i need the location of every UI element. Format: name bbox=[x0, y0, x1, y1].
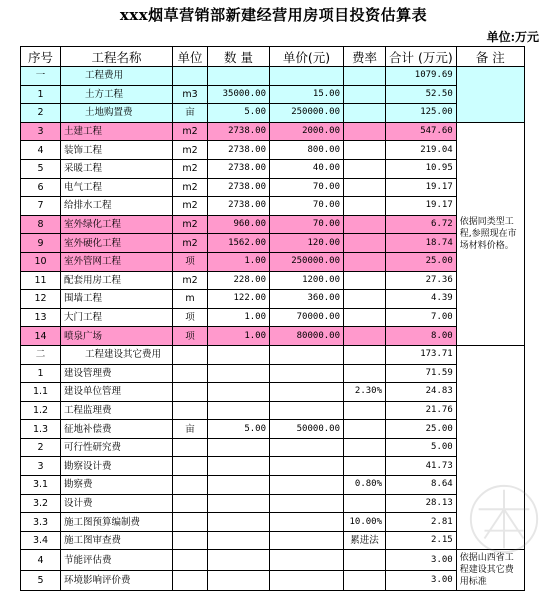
row-rate: 0.80% bbox=[344, 476, 386, 495]
row-no: 1.3 bbox=[21, 420, 61, 439]
row-total: 173.71 bbox=[386, 345, 457, 364]
row-no: 二 bbox=[21, 345, 61, 364]
row-no: 5 bbox=[21, 159, 61, 178]
row-unit: m2 bbox=[173, 122, 208, 141]
row-unit bbox=[173, 494, 208, 513]
table-row bbox=[21, 215, 525, 234]
row-total: 2.15 bbox=[386, 531, 457, 550]
row-total: 7.00 bbox=[386, 308, 457, 327]
row-no: 2 bbox=[21, 104, 61, 123]
row-rate bbox=[344, 290, 386, 309]
header-row bbox=[21, 47, 525, 67]
header-qty: 数 量 bbox=[208, 47, 270, 67]
row-name: 工程费用 bbox=[61, 67, 173, 86]
row-rate: 10.00% bbox=[344, 513, 386, 532]
table-row bbox=[21, 401, 525, 420]
table-row bbox=[21, 327, 525, 346]
row-price bbox=[270, 550, 344, 571]
row-unit bbox=[173, 476, 208, 495]
row-no: 1.2 bbox=[21, 401, 61, 420]
row-rate bbox=[344, 197, 386, 216]
row-total: 3.00 bbox=[386, 570, 457, 591]
row-total: 3.00 bbox=[386, 550, 457, 571]
row-name: 可行性研究费 bbox=[61, 438, 173, 457]
row-unit: 项 bbox=[173, 252, 208, 271]
row-price: 70000.00 bbox=[270, 308, 344, 327]
row-no: 6 bbox=[21, 178, 61, 197]
row-no: 3.3 bbox=[21, 513, 61, 532]
row-rate: 累进法 bbox=[344, 531, 386, 550]
row-price: 70.00 bbox=[270, 215, 344, 234]
row-total: 5.00 bbox=[386, 438, 457, 457]
row-unit: 亩 bbox=[173, 104, 208, 123]
row-qty: 35000.00 bbox=[208, 85, 270, 104]
row-qty: 2738.00 bbox=[208, 122, 270, 141]
row-name: 建设单位管理 bbox=[61, 383, 173, 402]
row-rate bbox=[344, 67, 386, 86]
row-price: 2000.00 bbox=[270, 122, 344, 141]
row-total: 19.17 bbox=[386, 178, 457, 197]
page-title: xxx烟草营销部新建经营用房项目投资估算表 bbox=[119, 6, 428, 24]
row-price: 120.00 bbox=[270, 234, 344, 253]
row-name: 室外绿化工程 bbox=[61, 215, 173, 234]
table-row bbox=[21, 383, 525, 402]
row-name: 节能评估费 bbox=[61, 550, 173, 571]
table-row bbox=[21, 234, 525, 253]
row-rate bbox=[344, 122, 386, 141]
row-total: 4.39 bbox=[386, 290, 457, 309]
row-price bbox=[270, 494, 344, 513]
row-total: 2.81 bbox=[386, 513, 457, 532]
row-total: 41.73 bbox=[386, 457, 457, 476]
row-rate bbox=[344, 85, 386, 104]
row-no: 4 bbox=[21, 141, 61, 160]
row-no: 10 bbox=[21, 252, 61, 271]
row-total: 19.17 bbox=[386, 197, 457, 216]
row-name: 施工图审查费 bbox=[61, 531, 173, 550]
row-unit bbox=[173, 570, 208, 591]
row-qty: 2738.00 bbox=[208, 197, 270, 216]
row-qty bbox=[208, 364, 270, 383]
row-qty: 960.00 bbox=[208, 215, 270, 234]
row-price bbox=[270, 457, 344, 476]
row-name: 工程监理费 bbox=[61, 401, 173, 420]
row-total: 52.50 bbox=[386, 85, 457, 104]
row-rate: 2.30% bbox=[344, 383, 386, 402]
row-no: 1 bbox=[21, 364, 61, 383]
table-row bbox=[21, 85, 525, 104]
row-unit: 亩 bbox=[173, 420, 208, 439]
row-no: 11 bbox=[21, 271, 61, 290]
row-no: 12 bbox=[21, 290, 61, 309]
row-price bbox=[270, 383, 344, 402]
row-no: 3.1 bbox=[21, 476, 61, 495]
row-unit: m2 bbox=[173, 178, 208, 197]
row-no: 3 bbox=[21, 122, 61, 141]
row-price bbox=[270, 438, 344, 457]
row-qty bbox=[208, 345, 270, 364]
row-unit bbox=[173, 457, 208, 476]
row-no: 3.4 bbox=[21, 531, 61, 550]
row-no: 3 bbox=[21, 457, 61, 476]
row-rate bbox=[344, 159, 386, 178]
row-qty bbox=[208, 383, 270, 402]
row-no: 2 bbox=[21, 438, 61, 457]
header-unit: 单位 bbox=[173, 47, 208, 67]
row-qty: 5.00 bbox=[208, 104, 270, 123]
row-no: 5 bbox=[21, 570, 61, 591]
row-price bbox=[270, 67, 344, 86]
row-rate bbox=[344, 271, 386, 290]
row-unit bbox=[173, 364, 208, 383]
row-price: 1200.00 bbox=[270, 271, 344, 290]
row-qty bbox=[208, 550, 270, 571]
row-price bbox=[270, 513, 344, 532]
row-qty bbox=[208, 476, 270, 495]
row-name: 配套用房工程 bbox=[61, 271, 173, 290]
row-name: 采暖工程 bbox=[61, 159, 173, 178]
row-name: 征地补偿费 bbox=[61, 420, 173, 439]
row-name: 装饰工程 bbox=[61, 141, 173, 160]
table-row bbox=[21, 197, 525, 216]
row-price: 250000.00 bbox=[270, 252, 344, 271]
row-total: 8.00 bbox=[386, 327, 457, 346]
row-name: 大门工程 bbox=[61, 308, 173, 327]
row-unit: 项 bbox=[173, 327, 208, 346]
row-unit: m3 bbox=[173, 85, 208, 104]
row-rate bbox=[344, 252, 386, 271]
table-row bbox=[21, 494, 525, 513]
note-market-price: 依据同类型工程,参照现在市场材料价格。 bbox=[456, 122, 524, 345]
row-no: 一 bbox=[21, 67, 61, 86]
row-rate bbox=[344, 401, 386, 420]
row-price: 40.00 bbox=[270, 159, 344, 178]
table-row bbox=[21, 476, 525, 495]
row-total: 71.59 bbox=[386, 364, 457, 383]
table-row bbox=[21, 420, 525, 439]
row-name: 给排水工程 bbox=[61, 197, 173, 216]
row-total: 24.83 bbox=[386, 383, 457, 402]
row-rate bbox=[344, 141, 386, 160]
row-qty: 228.00 bbox=[208, 271, 270, 290]
row-qty bbox=[208, 570, 270, 591]
row-unit bbox=[173, 531, 208, 550]
table-row bbox=[21, 252, 525, 271]
row-qty bbox=[208, 513, 270, 532]
row-unit: m2 bbox=[173, 234, 208, 253]
row-rate bbox=[344, 457, 386, 476]
row-name: 室外管网工程 bbox=[61, 252, 173, 271]
row-price: 800.00 bbox=[270, 141, 344, 160]
row-name: 土地购置费 bbox=[61, 104, 173, 123]
row-qty: 2738.00 bbox=[208, 159, 270, 178]
row-total: 219.04 bbox=[386, 141, 457, 160]
table-row bbox=[21, 531, 525, 550]
row-unit: m2 bbox=[173, 141, 208, 160]
row-no: 14 bbox=[21, 327, 61, 346]
row-qty: 122.00 bbox=[208, 290, 270, 309]
table-row bbox=[21, 159, 525, 178]
row-name: 勘察设计费 bbox=[61, 457, 173, 476]
row-total: 25.00 bbox=[386, 252, 457, 271]
row-total: 547.60 bbox=[386, 122, 457, 141]
estimate-table bbox=[20, 46, 525, 591]
header-name: 工程名称 bbox=[61, 47, 173, 67]
row-rate bbox=[344, 215, 386, 234]
note-shanxi-standard: 依据山西省工程建设其它费用标准 bbox=[456, 550, 524, 591]
header-no: 序号 bbox=[21, 47, 61, 67]
row-rate bbox=[344, 234, 386, 253]
row-no: 13 bbox=[21, 308, 61, 327]
header-price: 单价(元) bbox=[270, 47, 344, 67]
row-total: 8.64 bbox=[386, 476, 457, 495]
row-unit: m bbox=[173, 290, 208, 309]
row-qty bbox=[208, 531, 270, 550]
row-name: 工程建设其它费用 bbox=[61, 345, 173, 364]
row-rate bbox=[344, 550, 386, 571]
table-body bbox=[21, 67, 525, 591]
table-row bbox=[21, 364, 525, 383]
row-no: 1.1 bbox=[21, 383, 61, 402]
row-rate bbox=[344, 308, 386, 327]
note-cell bbox=[456, 67, 524, 123]
row-unit bbox=[173, 438, 208, 457]
row-rate bbox=[344, 438, 386, 457]
row-qty: 1.00 bbox=[208, 327, 270, 346]
row-price: 80000.00 bbox=[270, 327, 344, 346]
table-row bbox=[21, 290, 525, 309]
row-rate bbox=[344, 364, 386, 383]
row-unit bbox=[173, 67, 208, 86]
row-name: 建设管理费 bbox=[61, 364, 173, 383]
table-row bbox=[21, 513, 525, 532]
row-no: 1 bbox=[21, 85, 61, 104]
table-row bbox=[21, 178, 525, 197]
row-qty: 1.00 bbox=[208, 308, 270, 327]
table-row bbox=[21, 67, 525, 86]
table-row bbox=[21, 104, 525, 123]
row-no: 4 bbox=[21, 550, 61, 571]
row-price bbox=[270, 531, 344, 550]
row-qty: 1.00 bbox=[208, 252, 270, 271]
row-unit: m2 bbox=[173, 215, 208, 234]
row-rate bbox=[344, 570, 386, 591]
row-no: 9 bbox=[21, 234, 61, 253]
row-qty bbox=[208, 67, 270, 86]
row-price bbox=[270, 364, 344, 383]
row-rate bbox=[344, 327, 386, 346]
row-name: 勘察费 bbox=[61, 476, 173, 495]
row-rate bbox=[344, 345, 386, 364]
table-row bbox=[21, 457, 525, 476]
row-unit: m2 bbox=[173, 197, 208, 216]
row-name: 环境影响评价费 bbox=[61, 570, 173, 591]
row-name: 喷泉广场 bbox=[61, 327, 173, 346]
row-total: 27.36 bbox=[386, 271, 457, 290]
row-unit bbox=[173, 550, 208, 571]
row-total: 25.00 bbox=[386, 420, 457, 439]
row-name: 围墙工程 bbox=[61, 290, 173, 309]
row-qty: 5.00 bbox=[208, 420, 270, 439]
row-rate bbox=[344, 178, 386, 197]
row-name: 施工图预算编制费 bbox=[61, 513, 173, 532]
row-unit bbox=[173, 383, 208, 402]
row-qty bbox=[208, 457, 270, 476]
row-total: 125.00 bbox=[386, 104, 457, 123]
row-qty: 1562.00 bbox=[208, 234, 270, 253]
watermark-logo-icon bbox=[465, 480, 543, 558]
header-total: 合计 (万元) bbox=[386, 47, 457, 67]
row-price: 50000.00 bbox=[270, 420, 344, 439]
row-total: 18.74 bbox=[386, 234, 457, 253]
row-qty bbox=[208, 438, 270, 457]
row-name: 土方工程 bbox=[61, 85, 173, 104]
table-row bbox=[21, 345, 525, 364]
row-rate bbox=[344, 420, 386, 439]
row-price: 360.00 bbox=[270, 290, 344, 309]
row-price: 15.00 bbox=[270, 85, 344, 104]
row-qty: 2738.00 bbox=[208, 178, 270, 197]
table-row bbox=[21, 438, 525, 457]
row-unit: 项 bbox=[173, 308, 208, 327]
header-note: 备 注 bbox=[456, 47, 524, 67]
row-price bbox=[270, 476, 344, 495]
row-no: 7 bbox=[21, 197, 61, 216]
row-total: 21.76 bbox=[386, 401, 457, 420]
row-name: 设计费 bbox=[61, 494, 173, 513]
row-price bbox=[270, 345, 344, 364]
row-unit: m2 bbox=[173, 159, 208, 178]
row-rate bbox=[344, 494, 386, 513]
row-unit bbox=[173, 345, 208, 364]
row-qty bbox=[208, 494, 270, 513]
row-unit: m2 bbox=[173, 271, 208, 290]
row-qty bbox=[208, 401, 270, 420]
row-rate bbox=[344, 104, 386, 123]
row-total: 6.72 bbox=[386, 215, 457, 234]
table-row bbox=[21, 308, 525, 327]
row-price: 70.00 bbox=[270, 197, 344, 216]
table-row bbox=[21, 141, 525, 160]
row-qty: 2738.00 bbox=[208, 141, 270, 160]
row-no: 3.2 bbox=[21, 494, 61, 513]
header-rate: 费率 bbox=[344, 47, 386, 67]
row-name: 室外硬化工程 bbox=[61, 234, 173, 253]
row-no: 8 bbox=[21, 215, 61, 234]
table-row bbox=[21, 122, 525, 141]
table-row bbox=[21, 570, 525, 591]
row-total: 1079.69 bbox=[386, 67, 457, 86]
row-name: 电气工程 bbox=[61, 178, 173, 197]
row-name: 土建工程 bbox=[61, 122, 173, 141]
row-unit bbox=[173, 401, 208, 420]
row-total: 28.13 bbox=[386, 494, 457, 513]
row-price bbox=[270, 570, 344, 591]
row-total: 10.95 bbox=[386, 159, 457, 178]
row-price: 70.00 bbox=[270, 178, 344, 197]
row-price: 250000.00 bbox=[270, 104, 344, 123]
table-row bbox=[21, 550, 525, 571]
table-row bbox=[21, 271, 525, 290]
unit-label: 单位:万元 bbox=[486, 30, 539, 44]
row-price bbox=[270, 401, 344, 420]
row-unit bbox=[173, 513, 208, 532]
